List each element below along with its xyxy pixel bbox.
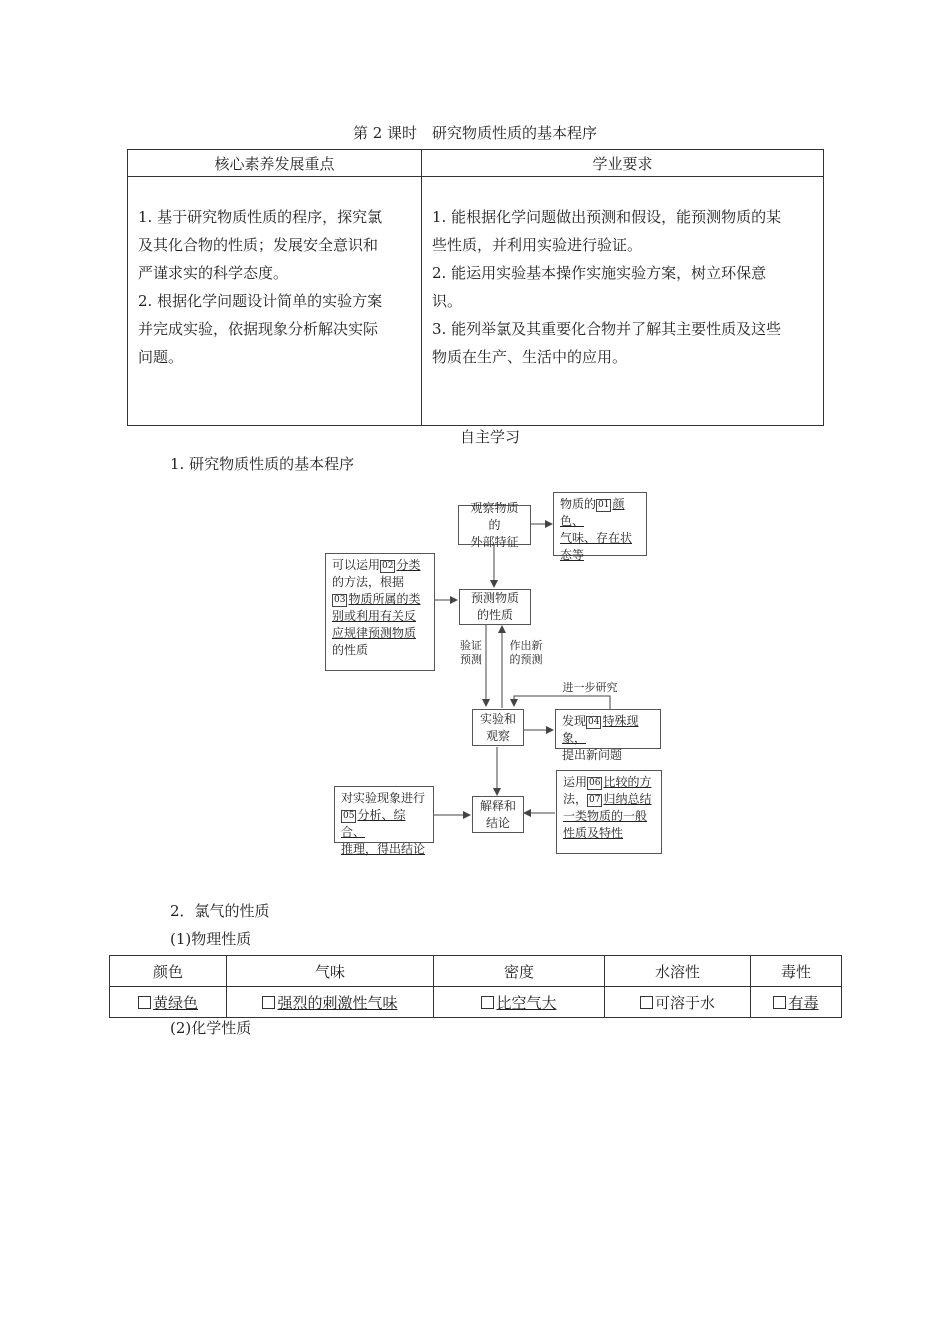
chemical-properties-heading: (2)化学性质 [170,1019,252,1037]
verify-label [456,639,486,667]
checkbox-icon [481,996,494,1009]
experiment-line: 观察 [485,728,510,743]
goals-header-right: 学业要求 [422,150,824,177]
goals-left-line: 问题。 [138,348,184,366]
goals-left-line: 严谨求实的科学态度。 [138,264,289,282]
goals-right-cell [422,177,824,426]
value-density-cell [434,987,605,1018]
goals-right-line: 识。 [432,292,463,310]
new-prediction-label [506,639,546,667]
blank-number: 05 [343,811,355,821]
goals-left-line: 1. 基于研究物质性质的程序，探究氯 [138,208,383,226]
goals-right-line: 物质在生产、生活中的应用。 [432,348,628,366]
goals-right-line: 3. 能列举氯及其重要化合物并了解其主要性质及这些 [432,320,782,338]
header-odor: 气味 [227,956,434,987]
answer-text: 态等 [560,548,585,562]
method-text: 的方法，根据 [332,575,405,589]
analyze-text: 对实验现象进行 [341,791,426,805]
predict-line: 的性质 [476,608,513,622]
discover-text: 提出新问题 [562,748,623,762]
header-solubility: 水溶性 [605,956,751,987]
answer-text: 应规律预测物质 [332,626,417,640]
value-density: 比空气大 [496,993,557,1012]
blank-number: 07 [589,795,601,805]
goals-left-line: 2. 根据化学问题设计简单的实验方案 [138,292,383,310]
blank-number: 02 [382,561,394,571]
answer-text: 归纳总结 [603,792,652,806]
header-color: 颜色 [110,956,227,987]
compare-box [556,770,662,854]
header-toxicity: 毒性 [751,956,842,987]
physical-properties-heading: (1)物理性质 [170,930,252,948]
blank-number: 06 [589,778,601,788]
goals-left-line: 及其化合物的性质；发展安全意识和 [138,236,379,254]
compare-text: 法， [563,792,588,806]
properties-text: 物质的 [560,497,597,511]
answer-text: 特殊现象， [562,714,639,745]
further-study-label: 进一步研究 [562,681,618,694]
page-title: 第 2 课时 研究物质性质的基本程序 [352,124,598,142]
verify-line: 验证 [460,639,482,652]
section2-heading: 2．氯气的性质 [170,902,270,920]
answer-text: 推理，得出结论 [341,842,426,856]
goals-right-line: 些性质，并利用实验进行验证。 [432,236,643,254]
blank-number: 04 [588,717,600,727]
checkbox-icon [138,996,151,1009]
observe-line: 外部特征 [470,534,519,549]
explain-line: 解释和 [479,798,516,813]
method-text: 的性质 [332,643,369,657]
compare-text: 运用 [563,775,588,789]
method-box [325,553,435,671]
predict-box [459,589,531,625]
value-odor-cell [227,987,434,1018]
predict-line: 预测物质 [470,591,519,605]
experiment-line: 实验和 [479,711,516,726]
answer-text: 别或利用有关反 [332,609,417,623]
answer-text: 性质及特性 [563,826,624,840]
value-color: 黄绿色 [152,993,198,1012]
discover-box [555,709,661,762]
goals-left-line: 并完成实验，依据现象分析解决实际 [138,320,379,338]
checkbox-icon [262,996,275,1009]
answer-text: 一类物质的一般 [563,809,648,823]
value-solubility-cell [605,987,751,1018]
answer-text: 分析、综合、 [341,808,406,839]
answer-text: 颜色、 [560,497,625,528]
answer-text: 分类 [396,558,421,572]
experiment-box [472,709,524,746]
value-color-cell [110,987,227,1018]
section1-heading: 1. 研究物质性质的基本程序 [170,455,355,473]
method-text: 可以运用 [332,558,381,572]
new-prediction-line: 作出新 [509,639,543,652]
blank-number: 01 [598,500,610,510]
goals-table [127,149,824,426]
discover-text: 发现 [562,714,587,728]
goals-right-line: 2. 能运用实验基本操作实施实验方案，树立环保意 [432,264,767,282]
analyze-box [334,786,434,856]
goals-right-line: 1. 能根据化学问题做出预测和假设，能预测物质的某 [432,208,782,226]
new-prediction-line: 的预测 [509,653,543,666]
observe-line: 观察物质的 [470,500,519,532]
answer-text: 物质所属的类 [348,592,421,606]
checkbox-icon [640,996,653,1009]
verify-line: 预测 [460,653,482,666]
header-density: 密度 [434,956,605,987]
checkbox-icon [773,996,786,1009]
value-toxicity: 有毒 [788,993,819,1012]
answer-text: 气味、存在状 [560,531,633,545]
properties-box [553,492,647,562]
explain-box [472,796,524,833]
value-odor: 强烈的刺激性气味 [277,993,398,1012]
goals-left-cell [128,177,422,426]
blank-number: 03 [334,595,346,605]
value-toxicity-cell [751,987,842,1018]
goals-header-left: 核心素养发展重点 [128,150,422,177]
observe-box [458,500,531,549]
value-solubility: 可溶于水 [654,993,715,1012]
answer-text: 比较的方 [603,775,652,789]
explain-line: 结论 [485,815,510,830]
self-study-heading: 自主学习 [459,428,520,446]
physical-properties-table [109,955,842,1018]
